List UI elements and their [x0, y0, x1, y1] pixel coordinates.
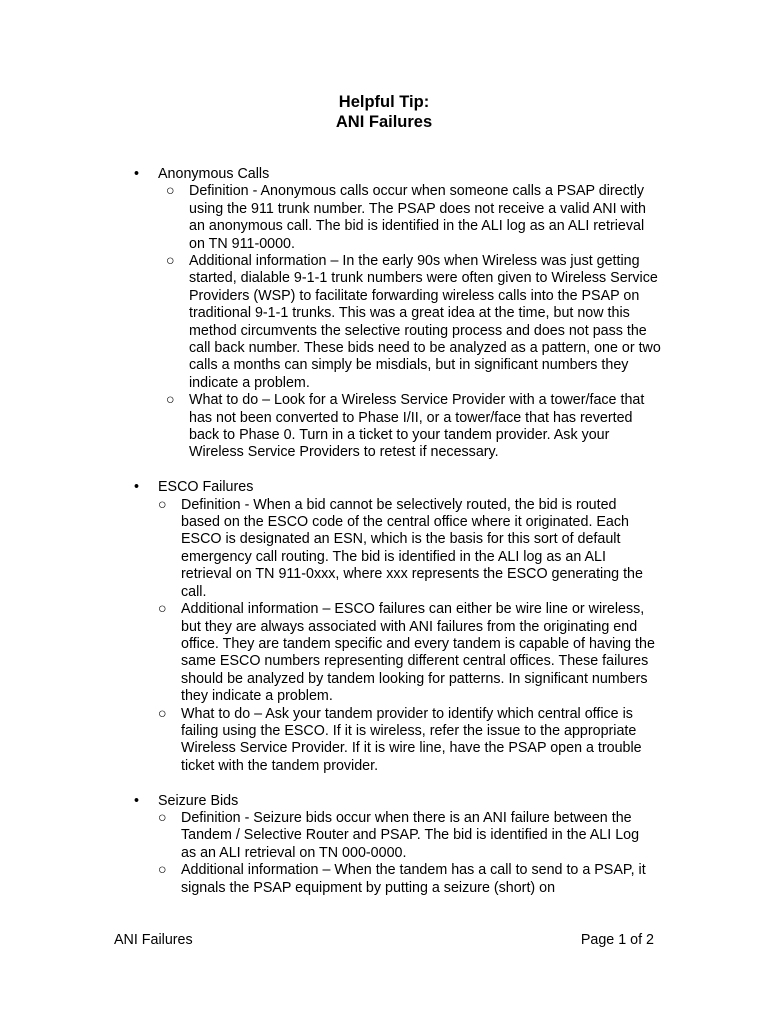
- circle-bullet-icon: ○: [158, 496, 167, 513]
- circle-bullet-icon: ○: [166, 392, 175, 409]
- list-item-text: Additional information – In the early 90s when Wireless was just getting started, dialable 9-1-1 trunk numbers were often given to Wireless Service Providers (WSP) to facilitate forwarding wireless calls into the PSAP on traditional 9-1-1 trunks. This was a great idea at the time, but now this method circumvents the selective routing process and does not pass the call back number. These bids need to be analyzed as a pattern, one or two calls a months can simply be misdials, but in significant numbers they indicate a problem.: [189, 253, 661, 391]
- circle-bullet-icon: ○: [158, 705, 167, 722]
- title-line-1: Helpful Tip:: [338, 93, 430, 111]
- list-item: [0, 497, 768, 601]
- list-item: [0, 253, 768, 392]
- circle-bullet-icon: ○: [166, 183, 175, 200]
- section-heading: Seizure Bids: [158, 792, 239, 809]
- list-item-text: What to do – Look for a Wireless Service Provider with a tower/face that has not been converted to Phase I/II, or a tower/face that has reverted back to Phase 0. Turn in a ticket to your tandem provider. Ask your Wireless Service Providers to retest if necessary.: [189, 392, 645, 461]
- circle-bullet-icon: ○: [166, 253, 175, 270]
- list-item-text: Additional information – When the tandem has a call to send to a PSAP, it signals the PSAP equipment by putting a seizure (short) on: [181, 862, 646, 896]
- list-item: [0, 706, 768, 776]
- list-item-text: Definition - Seizure bids occur when there is an ANI failure between the Tandem / Selective Router and PSAP. The bid is identified in the ALI Log as an ALI retrieval on TN 000-0000.: [181, 809, 640, 861]
- list-item-text: What to do – Ask your tandem provider to identify which central office is failing using the ESCO. If it is wireless, refer the issue to the appropriate Wireless Service Provider. If it is wire line, have the PSAP open a trouble ticket with the tandem provider.: [181, 705, 642, 774]
- list-item-text: Definition - When a bid cannot be selectively routed, the bid is routed based on the ESCO code of the central office where it originated. Each ESCO is designated an ESN, which is the basis for this sort of default emergency call routing. The bid is identified in the ALI log as an ALI retrieval on TN 911-0xxx, where xxx represents the ESCO generating the call.: [181, 496, 643, 600]
- list-item: [0, 601, 768, 705]
- list-item: [0, 392, 768, 462]
- bullet-icon: •: [134, 166, 140, 182]
- section-heading: Anonymous Calls: [158, 166, 270, 182]
- list-item-text: Additional information – ESCO failures can either be wire line or wireless, but they are always associated with ANI failures from the originating end office. They are tandem specific and every tandem is capable of having the same ESCO numbers representing different central offices. These failures should be analyzed by tandem looking for patterns. In significant numbers they indicate a problem.: [181, 601, 655, 705]
- list-item: [0, 183, 768, 253]
- footer-document-name: ANI Failures: [114, 932, 193, 948]
- circle-bullet-icon: ○: [158, 601, 167, 618]
- list-item-text: Definition - Anonymous calls occur when someone calls a PSAP directly using the 911 trunk number. The PSAP does not receive a valid ANI with an anonymous call. The bid is identified in the ALI log as an ALI retrieval on TN 911-0000.: [189, 183, 646, 252]
- list-item: [0, 810, 768, 862]
- bullet-icon: •: [134, 479, 140, 496]
- section-anonymous-calls: [0, 166, 768, 462]
- section-heading: ESCO Failures: [158, 479, 254, 496]
- list-item: [0, 862, 768, 897]
- section-seizure-bids: [0, 793, 768, 897]
- circle-bullet-icon: ○: [158, 809, 167, 826]
- document-body: [0, 166, 768, 897]
- title-line-2: ANI Failures: [335, 113, 433, 131]
- page-title: [0, 92, 768, 132]
- bullet-icon: •: [134, 792, 140, 809]
- footer-page-number: Page 1 of 2: [580, 932, 654, 948]
- section-esco-failures: [0, 479, 768, 775]
- circle-bullet-icon: ○: [158, 862, 167, 879]
